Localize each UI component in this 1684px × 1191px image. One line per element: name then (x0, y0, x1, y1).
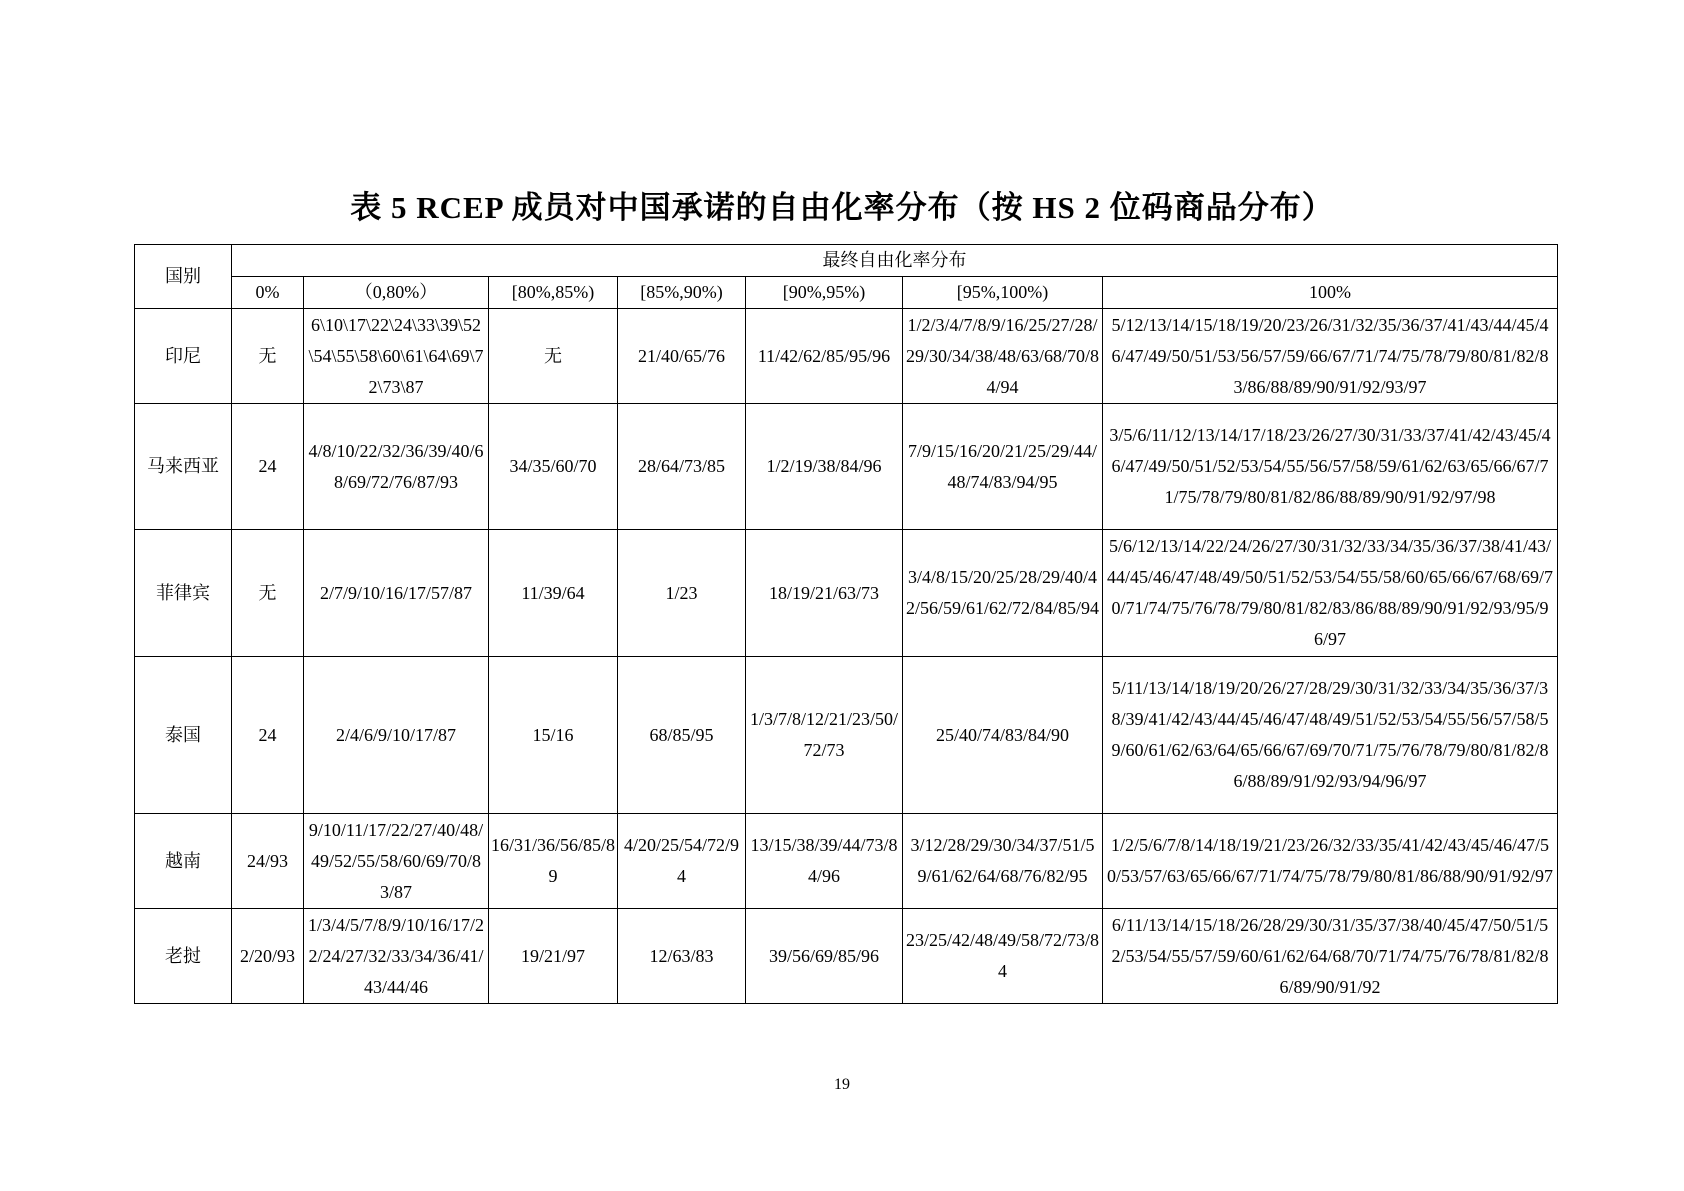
column-header: [90%,95%) (746, 277, 903, 309)
table-cell: 6\10\17\22\24\33\39\52\54\55\58\60\61\64\69\72\73\87 (304, 309, 489, 404)
table-row (135, 404, 1558, 530)
table-cell: 11/42/62/85/95/96 (746, 309, 903, 404)
table-row (135, 814, 1558, 909)
table-cell: 无 (232, 309, 304, 404)
table-cell: 21/40/65/76 (618, 309, 746, 404)
table-title: 表 5 RCEP 成员对中国承诺的自由化率分布（按 HS 2 位码商品分布） (350, 190, 1334, 225)
country-header: 国别 (135, 245, 232, 309)
table-cell: 12/63/83 (618, 909, 746, 1004)
country-cell: 马来西亚 (135, 404, 232, 530)
column-header: [95%,100%) (903, 277, 1103, 309)
table-row (135, 309, 1558, 404)
column-header: [85%,90%) (618, 277, 746, 309)
table-cell: 2/20/93 (232, 909, 304, 1004)
column-header: 0% (232, 277, 304, 309)
country-cell: 菲律宾 (135, 530, 232, 657)
column-header: （0,80%） (304, 277, 489, 309)
table-cell: 23/25/42/48/49/58/72/73/84 (903, 909, 1103, 1004)
table-cell: 1/2/5/6/7/8/14/18/19/21/23/26/32/33/35/41/42/43/45/46/47/50/53/57/63/65/66/67/71/74/75/78/79/80/81/86/88/90/91/92/97 (1103, 814, 1558, 909)
table-cell: 16/31/36/56/85/89 (489, 814, 618, 909)
table-cell: 1/23 (618, 530, 746, 657)
country-cell: 泰国 (135, 657, 232, 814)
liberalization-rate-table (134, 244, 1558, 1004)
country-cell: 印尼 (135, 309, 232, 404)
table-cell: 5/11/13/14/18/19/20/26/27/28/29/30/31/32/33/34/35/36/37/38/39/41/42/43/44/45/46/47/48/49/51/52/53/54/55/56/57/58/59/60/61/62/63/64/65/66/67/69/70/71/75/76/78/79/80/81/82/86/88/89/91/92/93/94/96/97 (1103, 657, 1558, 814)
table-cell: 28/64/73/85 (618, 404, 746, 530)
table-cell: 5/12/13/14/15/18/19/20/23/26/31/32/35/36/37/41/43/44/45/46/47/49/50/51/53/56/57/59/66/67/71/74/75/78/79/80/81/82/83/86/88/89/90/91/92/93/97 (1103, 309, 1558, 404)
table-cell: 1/2/19/38/84/96 (746, 404, 903, 530)
country-cell: 越南 (135, 814, 232, 909)
table-cell: 1/3/4/5/7/8/9/10/16/17/22/24/27/32/33/34/36/41/43/44/46 (304, 909, 489, 1004)
group-header: 最终自由化率分布 (232, 245, 1558, 277)
column-header: 100% (1103, 277, 1558, 309)
table-cell: 24/93 (232, 814, 304, 909)
table-cell: 3/4/8/15/20/25/28/29/40/42/56/59/61/62/72/84/85/94 (903, 530, 1103, 657)
table-cell: 5/6/12/13/14/22/24/26/27/30/31/32/33/34/35/36/37/38/41/43/44/45/46/47/48/49/50/51/52/53/54/55/58/60/65/66/67/68/69/70/71/74/75/76/78/79/80/81/82/83/86/88/89/90/91/92/93/95/96/97 (1103, 530, 1558, 657)
table-cell: 3/12/28/29/30/34/37/51/59/61/62/64/68/76/82/95 (903, 814, 1103, 909)
table-cell: 1/3/7/8/12/21/23/50/72/73 (746, 657, 903, 814)
column-header: [80%,85%) (489, 277, 618, 309)
table-cell: 3/5/6/11/12/13/14/17/18/23/26/27/30/31/33/37/41/42/43/45/46/47/49/50/51/52/53/54/55/56/57/58/59/61/62/63/65/66/67/71/75/78/79/80/81/82/86/88/89/90/91/92/97/98 (1103, 404, 1558, 530)
page-number: 19 (834, 1076, 850, 1093)
table-row (135, 657, 1558, 814)
table-cell: 无 (232, 530, 304, 657)
table-cell: 18/19/21/63/73 (746, 530, 903, 657)
table-cell: 13/15/38/39/44/73/84/96 (746, 814, 903, 909)
table-cell: 34/35/60/70 (489, 404, 618, 530)
table-cell: 4/20/25/54/72/94 (618, 814, 746, 909)
table-cell: 15/16 (489, 657, 618, 814)
country-cell: 老挝 (135, 909, 232, 1004)
table-cell: 1/2/3/4/7/8/9/16/25/27/28/29/30/34/38/48/63/68/70/84/94 (903, 309, 1103, 404)
table-cell: 25/40/74/83/84/90 (903, 657, 1103, 814)
table-cell: 9/10/11/17/22/27/40/48/49/52/55/58/60/69/70/83/87 (304, 814, 489, 909)
table-cell: 39/56/69/85/96 (746, 909, 903, 1004)
table-cell: 2/7/9/10/16/17/57/87 (304, 530, 489, 657)
table-row (135, 909, 1558, 1004)
table-cell: 24 (232, 404, 304, 530)
table-cell: 2/4/6/9/10/17/87 (304, 657, 489, 814)
table-cell: 无 (489, 309, 618, 404)
table-cell: 11/39/64 (489, 530, 618, 657)
table-row (135, 530, 1558, 657)
table-cell: 24 (232, 657, 304, 814)
table-cell: 4/8/10/22/32/36/39/40/68/69/72/76/87/93 (304, 404, 489, 530)
table-cell: 7/9/15/16/20/21/25/29/44/48/74/83/94/95 (903, 404, 1103, 530)
table-cell: 68/85/95 (618, 657, 746, 814)
table-cell: 19/21/97 (489, 909, 618, 1004)
table-cell: 6/11/13/14/15/18/26/28/29/30/31/35/37/38/40/45/47/50/51/52/53/54/55/57/59/60/61/62/64/68/70/71/74/75/76/78/81/82/86/89/90/91/92 (1103, 909, 1558, 1004)
